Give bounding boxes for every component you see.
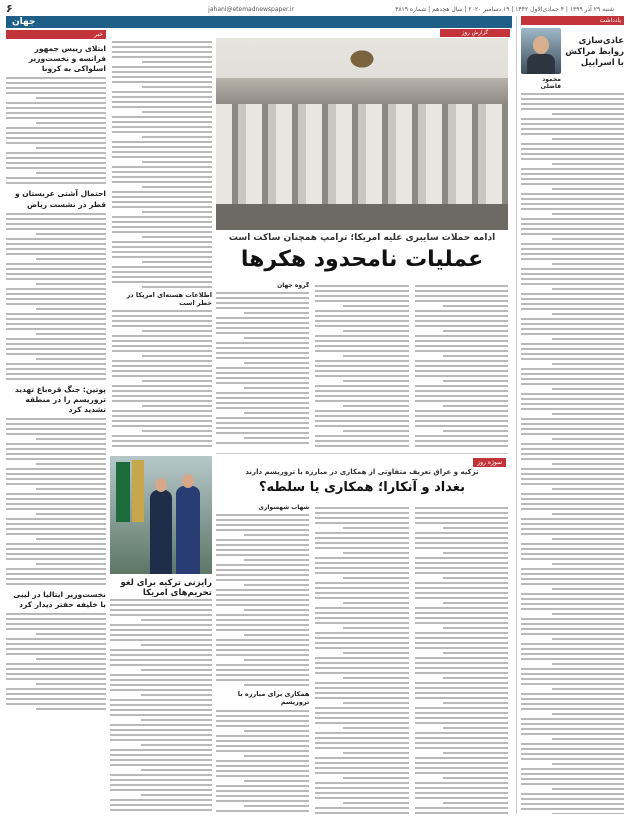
main-sub-headline: ادامه حملات سایبری علیه امریکا؛ ترامپ همچنان ساکت است bbox=[228, 233, 496, 243]
news-headline: ابتلای رییس جمهور فرانسه و نخست‌وزیر اسلواکی به کرونا bbox=[28, 44, 106, 74]
second-story-headline: بغداد و آنکارا؛ همکاری یا سلطه؟ bbox=[259, 480, 465, 495]
treasury-building-photo bbox=[216, 38, 508, 230]
author-photo bbox=[521, 28, 561, 74]
main-story-body bbox=[216, 282, 508, 450]
body-column bbox=[216, 282, 309, 450]
contact-email[interactable]: jahani@etemadnewspaper.ir bbox=[208, 6, 294, 13]
opinion-title: عادی‌سازی روابط مراکش با اسراییل bbox=[565, 36, 624, 69]
body-column bbox=[415, 282, 508, 450]
continuation-body bbox=[112, 41, 212, 288]
second-story-kicker: سوژه روز bbox=[473, 458, 506, 467]
main-headline: عملیات نامحدود هکرها bbox=[240, 247, 484, 272]
news-headline: نخست‌وزیر ایتالیا در لیبی با خلیفه حفتر دیدار کرد bbox=[13, 590, 106, 610]
body-column bbox=[216, 504, 309, 814]
third-story-body bbox=[110, 596, 212, 814]
author-block bbox=[521, 28, 561, 90]
news-label: خبر bbox=[6, 30, 106, 39]
leaders-meeting-photo bbox=[110, 456, 212, 574]
page-number: ۶ bbox=[6, 2, 13, 15]
section-title: جهان bbox=[6, 16, 512, 28]
second-byline: شهاب شهسواری bbox=[258, 504, 310, 511]
opinion-header bbox=[521, 28, 624, 90]
news-body bbox=[6, 613, 106, 710]
news-headline: پوتین: جنگ قره‌باغ تهدید تروریسم را در منطقه تشدید کرد bbox=[14, 384, 106, 414]
second-story-subhead: همکاری برای مبارزه با تروریسم bbox=[237, 690, 310, 706]
second-story-sub: ترکیه و عراق تعریف متفاوتی از همکاری در مبارزه با تروریسم دارند bbox=[245, 468, 479, 476]
news-headline: احتمال آشتی عربستان و قطر در نشست ریاض bbox=[15, 189, 106, 209]
main-story-kicker: گزارش روز bbox=[440, 29, 510, 37]
issue-line: شنبه ۲۹ آذر ۱۳۹۹ | ۴ جمادی‌الاول ۱۴۴۲ | ۱۹ دسامبر ۲۰۲۰ | سال هجدهم | شماره ۳۸۱۹ bbox=[395, 6, 614, 13]
opinion-body bbox=[521, 93, 624, 814]
author-name: محمود فاضلی bbox=[540, 76, 561, 90]
body-column bbox=[415, 504, 508, 814]
body-column bbox=[315, 504, 408, 814]
continuation-subhead: اطلاعات هسته‌ای امریکا در خطر است bbox=[126, 291, 212, 307]
news-column bbox=[6, 30, 106, 814]
opinion-column bbox=[516, 16, 624, 814]
news-body bbox=[6, 77, 106, 184]
main-story-continuation bbox=[112, 38, 212, 450]
news-body bbox=[6, 418, 106, 585]
news-body bbox=[6, 213, 106, 380]
second-story bbox=[216, 453, 508, 814]
opinion-label: یادداشت bbox=[521, 16, 624, 25]
second-story-body bbox=[216, 504, 508, 814]
main-byline: گروه جهان bbox=[277, 282, 310, 289]
masthead bbox=[6, 4, 624, 16]
third-story-headline: رایزنی ترکیه برای لغو تحریم‌های امریکا bbox=[120, 578, 212, 598]
continuation-body bbox=[112, 310, 212, 450]
body-column bbox=[315, 282, 408, 450]
